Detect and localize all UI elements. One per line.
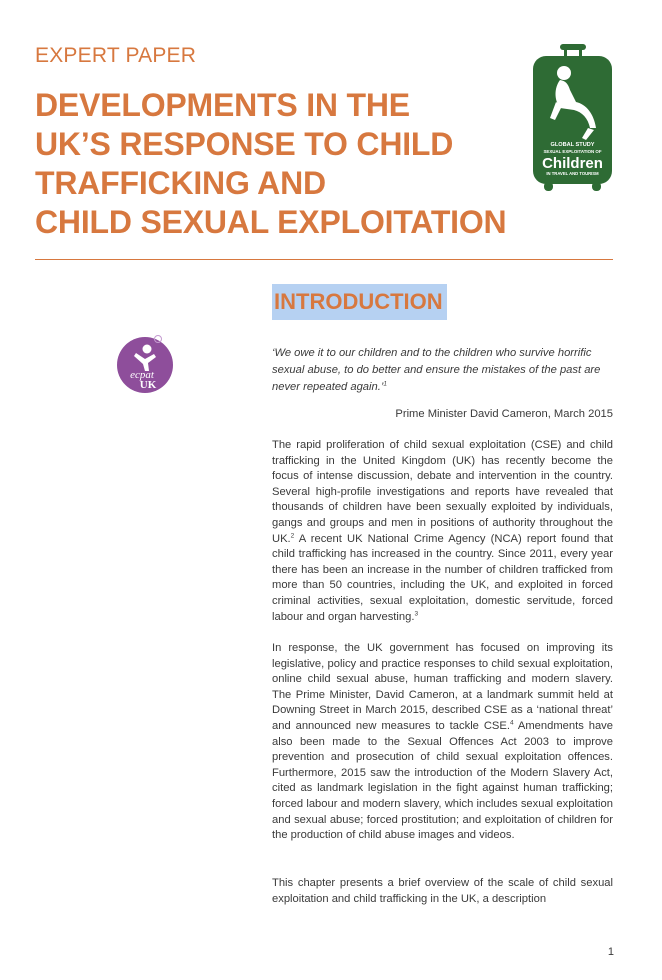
- logo-text: Children: [542, 155, 603, 172]
- quote-attribution: Prime Minister David Cameron, March 2015: [395, 408, 613, 420]
- body-paragraph: [272, 641, 613, 844]
- title-line: TRAFFICKING AND: [35, 165, 326, 201]
- logo-text: UK: [139, 379, 157, 391]
- paper-type-label: EXPERT PAPER: [35, 44, 197, 67]
- footnote-ref: 4: [509, 719, 514, 727]
- logo-text: GLOBAL STUDY: [550, 142, 595, 148]
- page-number: 1: [607, 946, 614, 958]
- logo-text: SEXUAL EXPLOITATION OF: [543, 149, 602, 154]
- logo-text: IN TRAVEL AND TOURISM: [546, 171, 599, 176]
- paragraph-text: Amendments have also been made to the Sexual Offences Act 2003 to improve prevention and prosecution of child sexual exploitation offences. Furthermore, 2015 saw the introduction of the Modern Slavery Act, cited as landmark legislation in the fight against human trafficking; forced labour and modern slavery, which includes sexual exploitation and sexual abuse; forced prostitution; and exploitation of children for the production of child abuse images and videos.: [272, 719, 613, 842]
- title-line: UK’S RESPONSE TO CHILD: [35, 126, 454, 162]
- footnote-ref: 2: [290, 531, 295, 539]
- epigraph-quote: [272, 345, 613, 396]
- body-paragraph: [272, 876, 613, 907]
- footnote-ref: 1: [383, 380, 387, 388]
- title-line: CHILD SEXUAL EXPLOITATION: [35, 204, 507, 240]
- paragraph-text: The rapid proliferation of child sexual exploitation (CSE) and child trafficking in the United Kingdom (UK) has recently become the focus of intense discussion, debate and intervention in the country. Several high-profile investigations and reports have revealed that thousands of children have been sexually exploited by individuals, gangs and groups and men in positions of authority throughout the UK.: [272, 439, 613, 545]
- title-line: DEVELOPMENTS IN THE: [35, 87, 410, 123]
- body-paragraph: [272, 438, 613, 625]
- paragraph-text: This chapter presents a brief overview of the scale of child sexual exploitation and child trafficking in the UK, a description: [272, 877, 613, 905]
- ecpat-uk-logo: [112, 332, 178, 394]
- section-heading: INTRODUCTION: [272, 284, 447, 320]
- quote-text: ‘We owe it to our children and to the children who survive horrific sexual abuse, to do better and ensure the mistakes of the past are never repeated again.’: [272, 347, 601, 393]
- title-divider: [35, 259, 613, 260]
- page-title: [35, 86, 555, 242]
- paragraph-text: In response, the UK government has focused on improving its legislative, policy and practice responses to child sexual exploitation, online child sexual abuse, human trafficking and modern slavery. The Prime Minister, David Cameron, at a landmark summit held at Downing Street in March 2015, described CSE as a ‘national threat’ and announced new measures to tackle CSE.: [272, 642, 613, 732]
- logo-text: ecpat: [130, 369, 154, 381]
- footnote-ref: 3: [414, 609, 419, 617]
- paragraph-text: A recent UK National Crime Agency (NCA) report found that child trafficking has increased in the country. Since 2011, every year there has been an increase in the number of children trafficked from more than 50 countries, including the UK, and exploited in forced criminal activities, sexual exploitation, domestic servitude, forced labour and organ harvesting.: [272, 532, 613, 623]
- global-study-logo: [530, 42, 615, 194]
